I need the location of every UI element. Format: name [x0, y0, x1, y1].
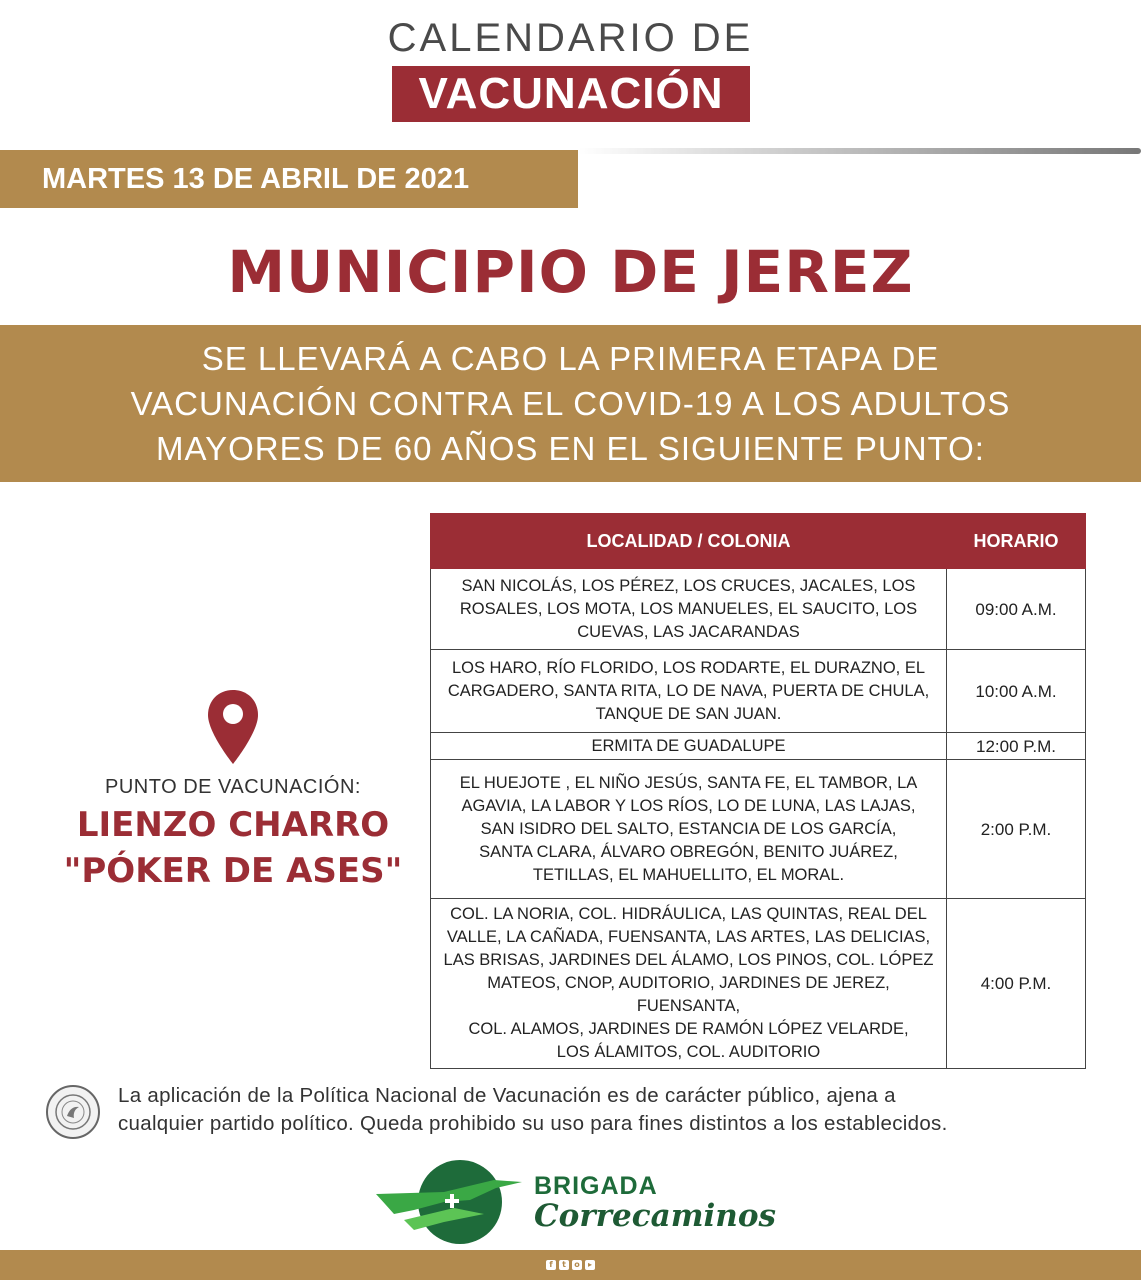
column-header-hour: HORARIO — [947, 514, 1086, 569]
locality-line: SAN NICOLÁS, LOS PÉREZ, LOS CRUCES, JACALES, LOS — [461, 576, 916, 595]
locality-line: COL. LA NORIA, COL. HIDRÁULICA, LAS QUINTAS, REAL DEL — [450, 905, 927, 923]
locality-line: TETILLAS, EL MAHUELLITO, EL MORAL. — [532, 865, 845, 884]
intro-banner — [0, 325, 1141, 482]
vaccination-point-label: PUNTO DE VACUNACIÓN: — [105, 776, 361, 798]
hour-cell: 09:00 A.M. — [947, 569, 1086, 650]
brigada-correcaminos-logo — [374, 1158, 774, 1246]
hour-cell: 12:00 P.M. — [947, 733, 1086, 760]
vaccination-point-name-line: LIENZO CHARRO — [76, 805, 390, 845]
table-row — [431, 650, 1086, 733]
table-header-row — [431, 514, 1086, 569]
header-highlight: VACUNACIÓN — [392, 66, 750, 122]
footer-bar — [0, 1250, 1141, 1280]
locality-line: SANTA CLARA, ÁLVARO OBREGÓN, BENITO JUÁREZ, — [479, 842, 898, 861]
locality-line: ERMITA DE GUADALUPE — [591, 736, 786, 755]
hour-cell: 2:00 P.M. — [947, 760, 1086, 899]
locality-line: LAS BRISAS, JARDINES DEL ÁLAMO, LOS PINOS, COL. LÓPEZ — [443, 951, 934, 969]
locality-line: CUEVAS, LAS JACARANDAS — [577, 622, 800, 641]
locality-line: LOS HARO, RÍO FLORIDO, LOS RODARTE, EL DURAZNO, EL — [451, 658, 926, 677]
locality-line: VALLE, LA CAÑADA, FUENSANTA, LAS ARTES, LAS DELICIAS, — [446, 928, 931, 946]
table-row — [431, 899, 1086, 1069]
locality-cell — [431, 760, 947, 899]
locality-line: CARGADERO, SANTA RITA, LO DE NAVA, PUERTA DE CHULA, — [447, 681, 930, 700]
locality-line: COL. ALAMOS, JARDINES DE RAMÓN LÓPEZ VELARDE, — [468, 1020, 909, 1038]
locality-cell — [431, 733, 947, 760]
locality-line: ROSALES, LOS MOTA, LOS MANUELES, EL SAUCITO, LOS — [459, 599, 918, 618]
locality-line: LOS ÁLAMITOS, COL. AUDITORIO — [556, 1043, 821, 1061]
locality-line: MATEOS, CNOP, AUDITORIO, JARDINES DE JEREZ, FUENSANTA, — [487, 974, 890, 1015]
table-row — [431, 569, 1086, 650]
table-row — [431, 733, 1086, 760]
national-seal-icon — [46, 1085, 100, 1139]
intro-line: MAYORES DE 60 AÑOS EN EL SIGUIENTE PUNTO: — [156, 430, 985, 467]
locality-cell — [431, 650, 947, 733]
header-title: CALENDARIO DE — [387, 16, 754, 60]
logo-brigada-text: BRIGADA — [534, 1172, 658, 1200]
vaccination-point-name-line: "PÓKER DE ASES" — [63, 851, 403, 891]
hour-cell: 4:00 P.M. — [947, 899, 1086, 1069]
column-header-locality: LOCALIDAD / COLONIA — [431, 514, 947, 569]
youtube-icon[interactable]: ▸ — [585, 1260, 595, 1270]
locality-cell — [431, 569, 947, 650]
twitter-icon[interactable]: t — [559, 1260, 569, 1270]
locality-line: EL HUEJOTE , EL NIÑO JESÚS, SANTA FE, EL TAMBOR, LA — [459, 773, 918, 792]
instagram-icon[interactable]: o — [572, 1260, 582, 1270]
locality-line: AGAVIA, LA LABOR Y LOS RÍOS, LO DE LUNA, LAS LAJAS, — [461, 796, 916, 815]
facebook-icon[interactable]: f — [546, 1260, 556, 1270]
disclaimer-line: cualquier partido político. Queda prohibido su uso para fines distintos a los establecidos. — [118, 1112, 948, 1135]
schedule-table — [430, 513, 1086, 1069]
locality-line: TANQUE DE SAN JUAN. — [595, 704, 782, 723]
disclaimer-line: La aplicación de la Política Nacional de Vacunación es de carácter público, ajena a — [118, 1084, 896, 1107]
locality-line: SAN ISIDRO DEL SALTO, ESTANCIA DE LOS GARCÍA, — [480, 819, 897, 838]
locality-cell — [431, 899, 947, 1069]
logo-correcaminos-text: Correcaminos — [534, 1198, 776, 1234]
date-banner: MARTES 13 DE ABRIL DE 2021 — [0, 150, 578, 208]
table-row — [431, 760, 1086, 899]
intro-line: VACUNACIÓN CONTRA EL COVID-19 A LOS ADULTOS — [130, 385, 1011, 422]
vaccination-point-name — [0, 802, 466, 894]
roadrunner-logo-icon — [374, 1158, 524, 1246]
hour-cell: 10:00 A.M. — [947, 650, 1086, 733]
disclaimer-text — [118, 1082, 1108, 1138]
intro-line: SE LLEVARÁ A CABO LA PRIMERA ETAPA DE — [201, 340, 940, 377]
location-pin-icon — [205, 688, 261, 766]
decorative-divider — [578, 148, 1141, 154]
municipality-title: MUNICIPIO DE JEREZ — [227, 238, 914, 306]
